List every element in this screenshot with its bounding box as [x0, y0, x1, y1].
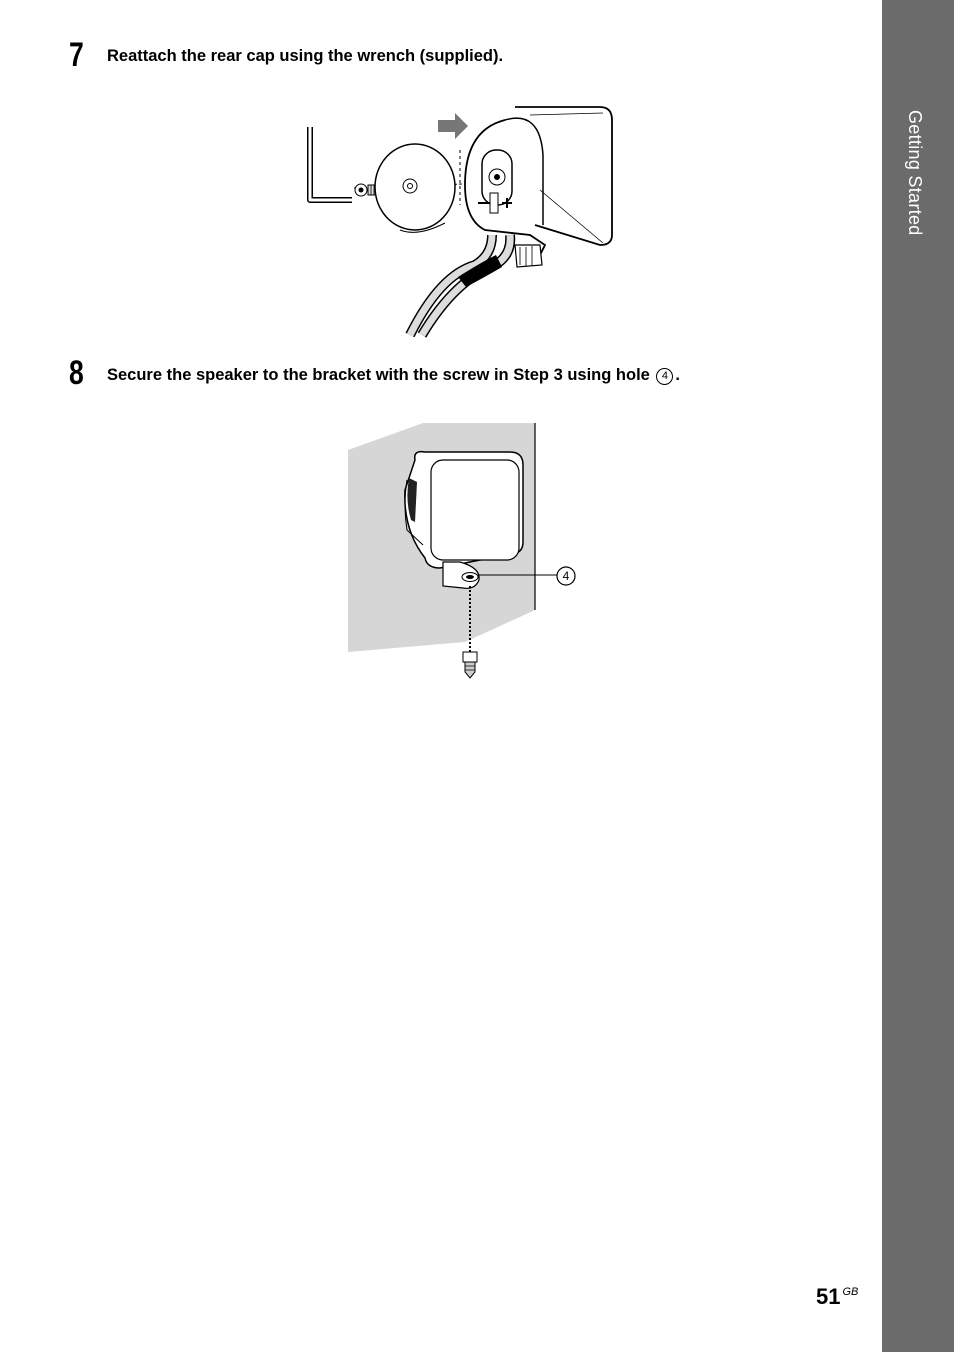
step-8-text-end: . — [675, 366, 681, 384]
page-number — [816, 1284, 858, 1310]
step-8-number: 8 — [69, 354, 84, 392]
step-7-number: 7 — [69, 36, 84, 74]
step-8-text — [107, 366, 680, 385]
step-7-text: Reattach the rear cap using the wrench (supplied). — [107, 47, 504, 65]
hole-4-reference: 4 — [656, 368, 673, 385]
hole-4-callout: 4 — [562, 569, 570, 583]
rear-cap-reattach-figure — [300, 95, 620, 340]
speaker-bracket-figure — [345, 420, 585, 682]
step-8-text-main: Secure the speaker to the bracket with the screw in Step 3 using hole — [107, 366, 655, 384]
page-number-value: 51 — [816, 1284, 841, 1309]
page-number-suffix: GB — [842, 1286, 859, 1298]
section-tab-label: Getting Started — [905, 110, 925, 236]
